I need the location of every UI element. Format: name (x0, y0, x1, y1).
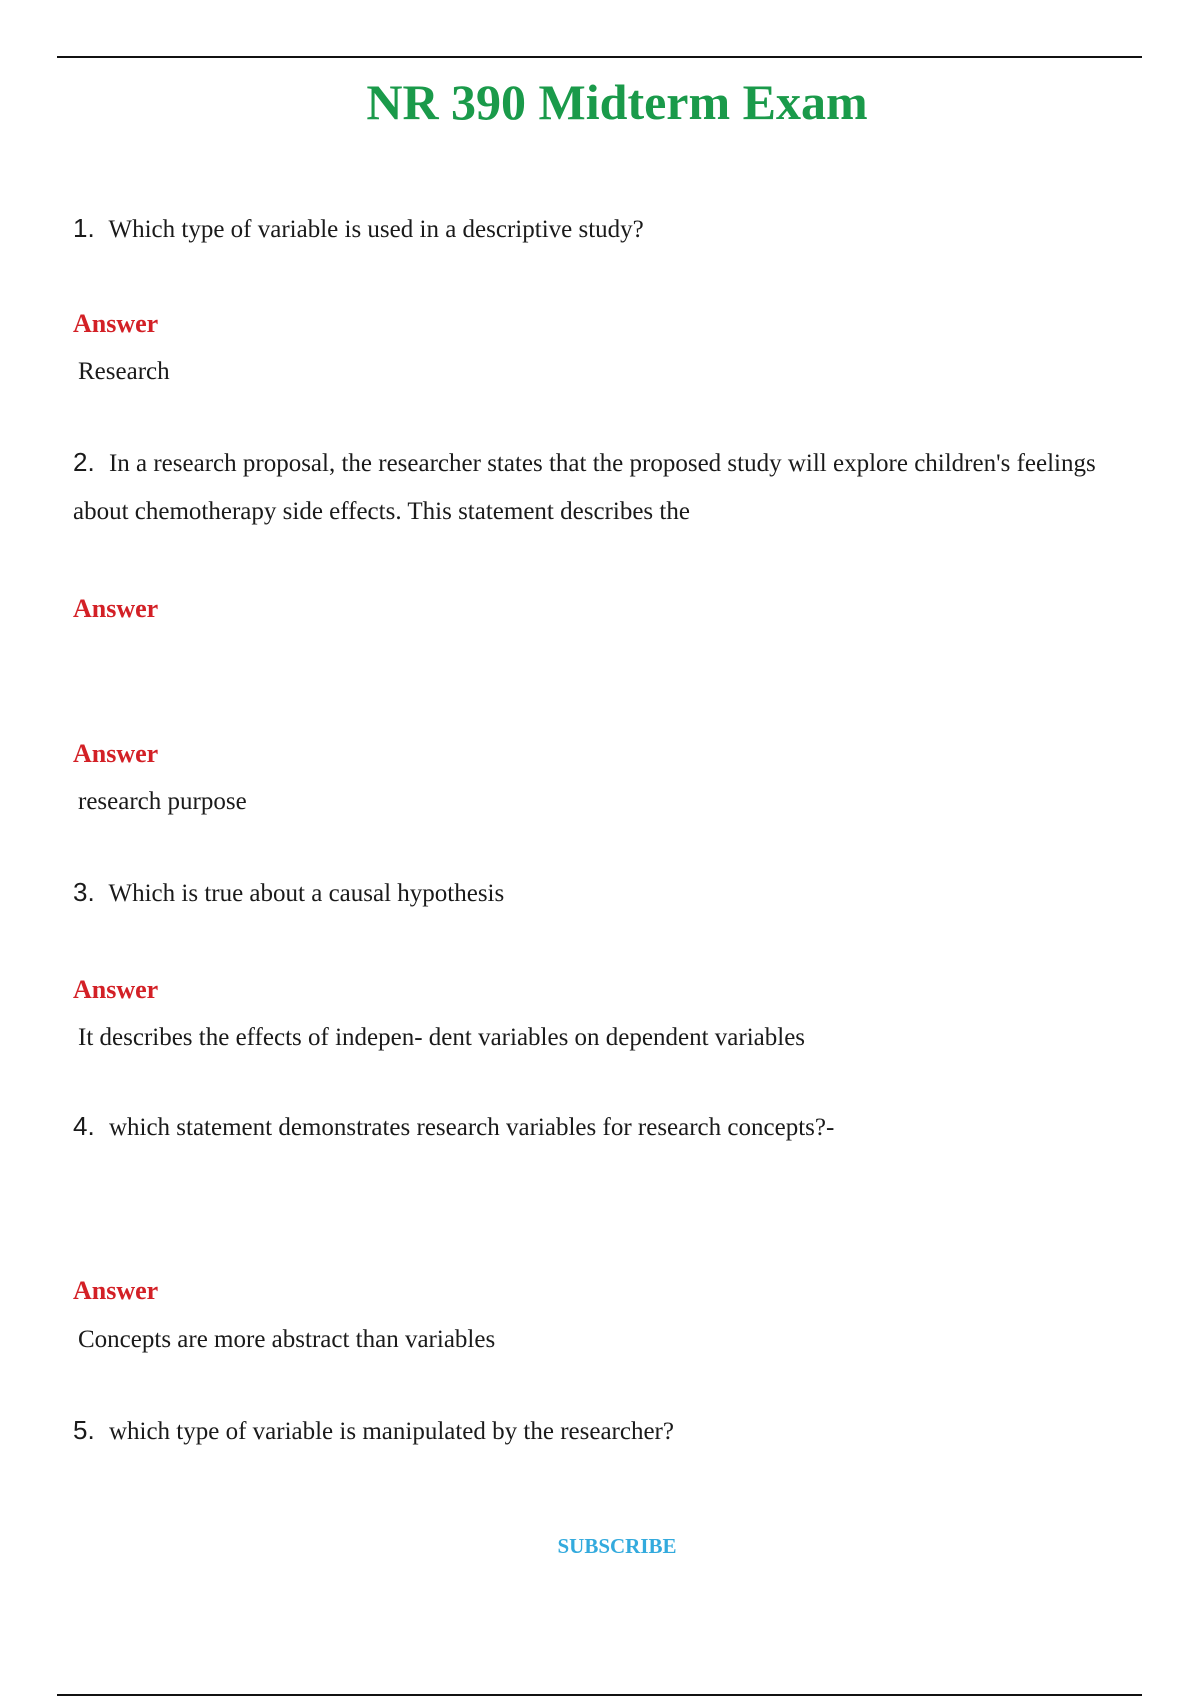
question-number: 5. (73, 1415, 95, 1445)
question-2 (73, 438, 1143, 536)
answer-text: research purpose (78, 788, 247, 815)
question-text: which type of variable is manipulated by the researcher? (108, 1418, 674, 1445)
answer-label: Answer (73, 1276, 159, 1305)
answer-label: Answer (73, 309, 159, 338)
question-text: Which type of variable is used in a descriptive study? (108, 216, 644, 243)
question-number: 4. (73, 1111, 95, 1141)
question-number: 2. (73, 447, 95, 477)
question-1 (73, 204, 1143, 254)
question-number: 3. (73, 877, 95, 907)
question-number: 1. (73, 213, 95, 243)
answer-label: Answer (73, 739, 159, 768)
question-text: In a research proposal, the researcher states that the proposed study will explore children's feelings about chemotherapy side effects. This statement describes the (73, 450, 1096, 525)
question-text: which statement demonstrates research variables for research concepts?- (108, 1114, 835, 1141)
question-text: Which is true about a causal hypothesis (108, 880, 505, 907)
answer-text: It describes the effects of indepen- dent variables on dependent variables (78, 1024, 806, 1051)
answer-label: Answer (73, 975, 159, 1004)
question-4 (73, 1102, 1143, 1152)
answer-label: Answer (73, 594, 159, 623)
bottom-rule (57, 1694, 1142, 1696)
question-3 (73, 868, 1143, 918)
page-title: NR 390 Midterm Exam (366, 74, 868, 130)
subscribe-link[interactable]: SUBSCRIBE (557, 1534, 677, 1558)
question-5 (73, 1406, 1143, 1456)
top-rule (57, 56, 1142, 58)
answer-text: Concepts are more abstract than variables (78, 1326, 496, 1353)
answer-text: Research (78, 358, 170, 385)
